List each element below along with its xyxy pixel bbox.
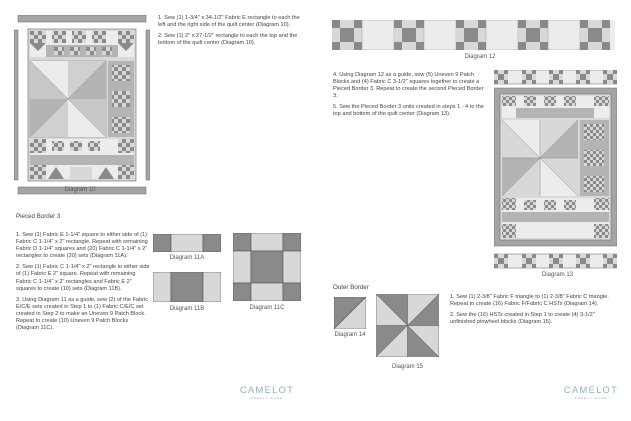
- outer-border-title: Outer Border: [333, 284, 369, 291]
- step-4: 4. Using Diagram 12 as a guide, sew (5) Uneven 9 Patch Blocks and (4) Fabric C 3-1/2" squares together to create a Pieced Border 3. Repeat to create the second Pieced Border 3.: [333, 72, 484, 100]
- camelot-logo-right: [556, 385, 626, 400]
- pieced-step-2: 2. Sew (1) Fabric C 1-1/4" x 2" rectangle to either side of (1) Fabric E 2" square. Repeat with remaining Fabric C 1-1/4" x 2" rectangles and Fabric E 2" squares to create (10) sets (Diagram 11B).: [16, 264, 150, 292]
- pieced-step-3: 3. Using Diagram 11 as a guide, sew (2) of the Fabric E/C/E sets created in Step 1 to (1) Fabric C/E/C set created in Step 2 to make an Uneven 9 Patch Block. Repeat to create (10) Uneven 9 Patch Blocks (Diagram 11C).: [16, 296, 149, 332]
- diagram-11b: [153, 272, 221, 302]
- diagram-14: [334, 297, 366, 329]
- pieced-border-title: Pieced Border 3: [16, 213, 61, 220]
- outer-border-steps: [450, 294, 620, 330]
- diagram-15-caption: Diagram 15: [391, 364, 423, 370]
- camelot-logo-left: [232, 385, 302, 400]
- diagram-13-caption: Diagram 13: [541, 272, 573, 278]
- diagram-12: [332, 20, 615, 50]
- diagram-11c: [233, 233, 301, 301]
- logo-tagline-left: FREELY MADE: [251, 396, 283, 400]
- diagram-14-caption: Diagram 14: [334, 332, 366, 338]
- diagram-13: [494, 70, 617, 272]
- diagram-11c-caption: Diagram 11C: [249, 305, 285, 311]
- pieced-step-1: 1. Sew (1) Fabric E 1-1/4" square to either side of (1) Fabric C 1-1/4" x 2" rectangle. Repeat with remaining Fabric D 1-1/4" squares and (20) Fabric C 1-1/4" x 2" rectangles to create (20) sets (Diagram 11A).: [16, 232, 148, 260]
- step-5: 5. Sew the Pieced Border 3 units created in steps 1 - 4 to the top and bottom of the quilt center (Diagram 13).: [333, 104, 484, 118]
- logo-tagline-right: FREELY MADE: [575, 396, 607, 400]
- right-steps: [333, 72, 488, 123]
- logo-name-right: CAMELOT: [563, 385, 619, 396]
- diagram-11a-caption: Diagram 11A: [169, 255, 205, 261]
- logo-name-left: CAMELOT: [239, 385, 295, 396]
- diagram-15: [376, 294, 439, 357]
- diagram-10-caption: Diagram 10: [64, 187, 96, 193]
- diagram-10: [14, 15, 150, 197]
- diagram-12-caption: Diagram 12: [464, 54, 496, 60]
- pieced-border-steps: [16, 232, 150, 336]
- step-block-a: [158, 15, 306, 51]
- diagram-11a: [153, 234, 221, 252]
- step-a-2: 2. Sew (1) 2" x 27-1/2" rectangle to each the top and the bottom of the quilt center (Diagram 10).: [158, 33, 298, 47]
- outer-step-2: 2. Sew the (16) HSTs created in Step 1 to create (4) 3-1/2" unfinished pinwheel blocks (Diagram 15).: [450, 312, 595, 326]
- outer-step-1: 1. Sew (1) 2-3/8" Fabric F triangle to (1) 2-3/8" Fabric C triangle. Repeat to create (16) Fabric F/Fabric C HSTs (Diagram 14).: [450, 294, 609, 308]
- step-a-1: 1. Sew (1) 1-3/4" x 34-1/2" Fabric E rectangle to each the left and the right side of the quilt center (Diagram 10).: [158, 15, 300, 29]
- diagram-11b-caption: Diagram 11B: [169, 306, 205, 312]
